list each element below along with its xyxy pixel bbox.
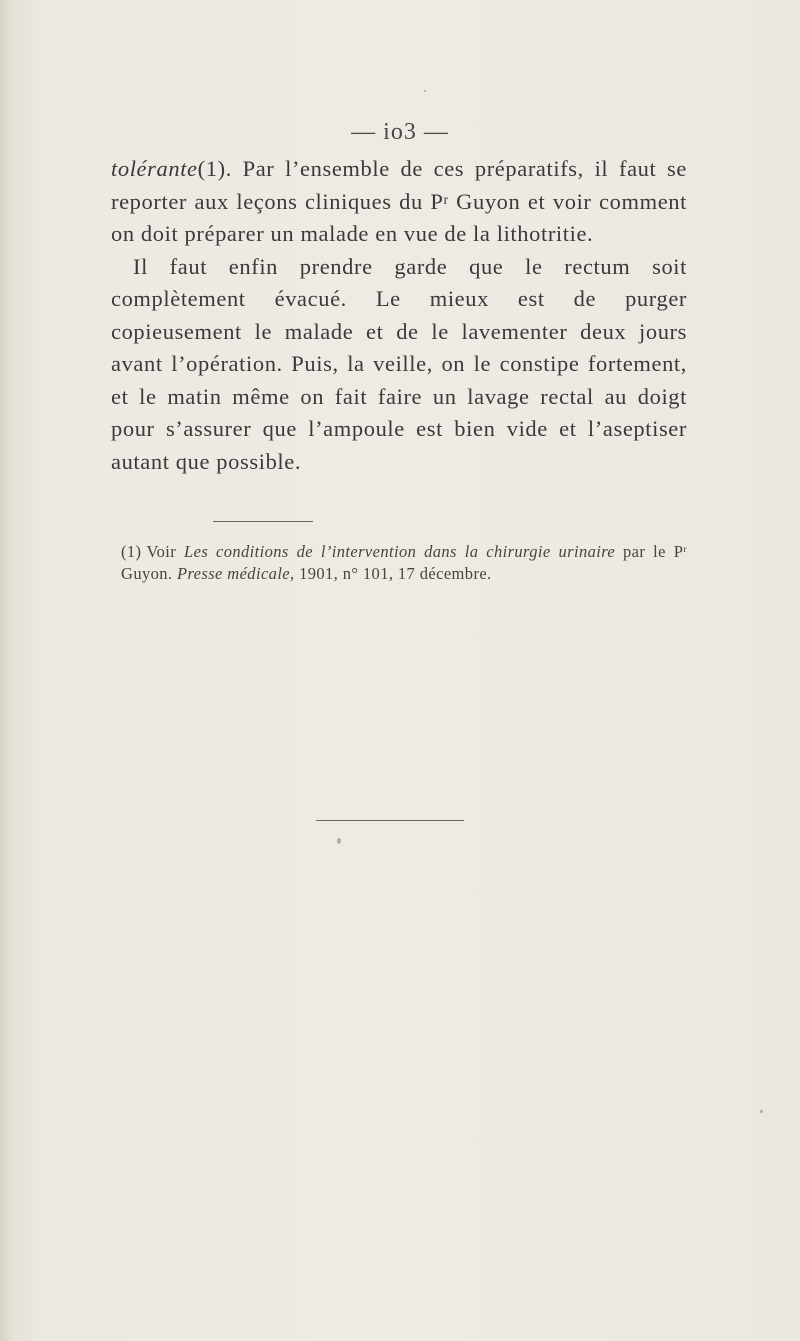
- superscript: r: [443, 191, 449, 207]
- paper-speck: [760, 1110, 763, 1113]
- bottom-rule: [316, 820, 464, 821]
- paragraph-1: [111, 153, 687, 251]
- italic-term: tolérante: [111, 156, 198, 181]
- main-text: [111, 153, 687, 478]
- paragraph-1-text: . Par l’ensemble de ces préparatifs, il faut se reporter aux leçons cliniques du P: [111, 156, 687, 214]
- paragraph-2: Il faut enfin prendre garde que le rectum soit complètement évacué. Le mieux est de purger copieusement le malade et de le lavementer deux jours avant l’opération. Puis, la veille, on le constipe fortement, et le matin même on fait faire un lavage rectal au doigt pour s’assurer que l’ampoule est bien vide et l’aseptiser autant que possible.: [111, 253, 687, 474]
- paragraph-1-text-end: Guyon et voir comment on doit préparer un malade en vue de la lithotritie.: [111, 188, 687, 246]
- page-number: — io3 —: [351, 119, 449, 145]
- footnote-separator: [213, 521, 313, 522]
- footnote-by: par le P: [615, 542, 684, 561]
- footnote-ref: (1): [197, 156, 226, 181]
- superscript: r: [683, 544, 687, 555]
- paper-speck: [424, 90, 426, 92]
- paper-speck: [337, 838, 341, 844]
- footnote-lead: Voir: [146, 542, 185, 561]
- footnote-text: [121, 541, 687, 585]
- footnote: [121, 541, 687, 585]
- footnote-number: (1): [121, 542, 142, 561]
- footnote-details: 1901, n° 101, 17 décembre.: [294, 564, 492, 583]
- footnote-title: Les conditions de l’intervention dans la chirurgie urinaire: [184, 542, 616, 561]
- footnote-journal: Presse médicale,: [176, 564, 295, 583]
- footnote-author: Guyon.: [121, 564, 177, 583]
